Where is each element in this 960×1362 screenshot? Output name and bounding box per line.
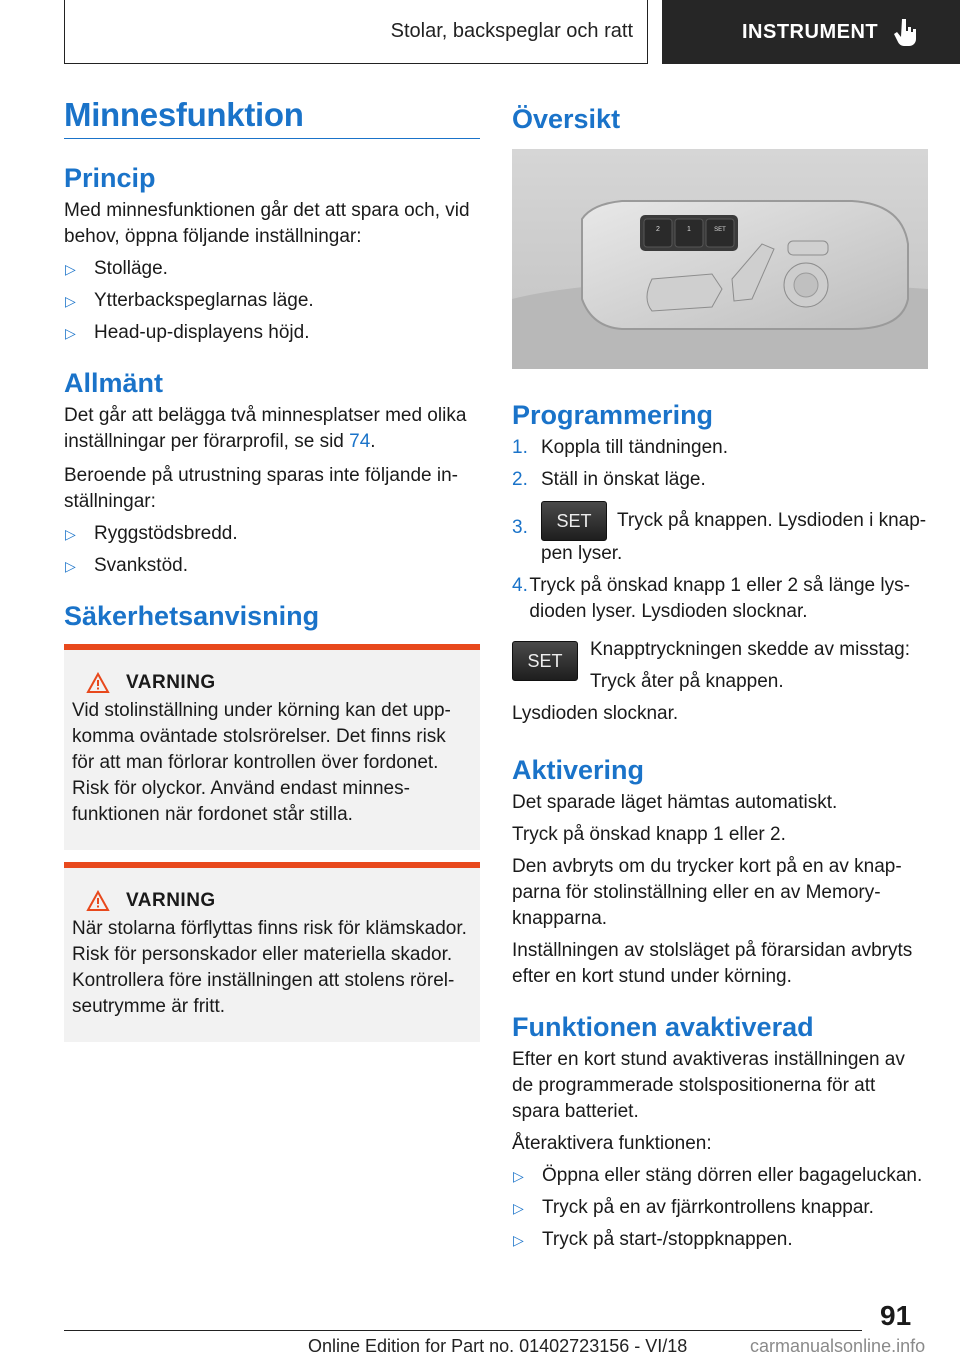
warning-title: VARNING [126,672,216,693]
allmant-paragraph-2: Beroende på utrustning sparas inte följande in- ställningar: [64,465,458,512]
page-number: 91 [880,1300,912,1331]
list-item-text: Tryck på start-/stoppknappen. [542,1229,793,1250]
aktivering-paragraph: Inställningen av stolsläget på förarsidan avbryts efter en kort stund under körning. [512,940,913,987]
allmant-heading: Allmänt [64,368,164,398]
warning-triangle-icon [86,890,110,912]
bullet-triangle-icon: ▷ [65,526,76,542]
footer-watermark: carmanualsonline.info [750,1336,926,1356]
step-text: Tryck på knappen. Lysdioden i knap- pen lyser. [541,510,927,564]
princip-heading: Princip [64,163,156,193]
set-button-icon: SET [541,501,607,541]
princip-intro: Med minnesfunktionen går det att spara och, vid behov, öppna följande inställningar: [64,200,470,247]
page-title: Minnesfunktion [64,96,304,133]
list-item [512,501,928,567]
mistake-line: Knapptryckningen skedde av misstag: [590,639,911,660]
left-column [64,96,480,1042]
warning-box [64,862,480,1042]
step-text: Koppla till tändningen. [541,437,728,458]
step-number: 2. [512,469,528,490]
warning-box [64,644,480,850]
list-item [64,553,480,579]
footer-edition: Online Edition for Part no. 01402723156 - VI/18 [308,1336,688,1356]
warning-triangle-icon [86,672,110,694]
list-item [512,1195,928,1221]
list-item-text: Öppna eller stäng dörren eller bagageluckan. [542,1165,923,1186]
header-section-title [64,0,648,64]
list-item [64,256,480,282]
list-item [64,288,480,314]
bullet-triangle-icon: ▷ [65,558,76,574]
programmering-steps [512,435,928,625]
aktivering-heading: Aktivering [512,755,645,785]
right-column [512,96,928,1253]
list-item-text: Svankstöd. [94,555,188,576]
list-item [64,521,480,547]
seat-controls-photo [512,149,928,369]
mistake-line: Tryck åter på knappen. [590,671,784,692]
avaktiverad-list [512,1163,928,1253]
memory-button-1-label: 1 [687,226,691,233]
allmant-list [64,521,480,579]
bullet-triangle-icon: ▷ [513,1232,524,1248]
chapter-title: INSTRUMENT [742,20,879,43]
step-number: 3. [512,517,528,538]
princip-list [64,256,480,346]
warning-header [72,672,472,694]
aktivering-paragraph: Den avbryts om du trycker kort på en av knap- parna för stolinställning eller en av Memory- knapparna. [512,856,902,929]
header-chapter-tab [662,0,960,64]
list-item-text: Ytterbackspeglarnas läge. [94,290,314,311]
bullet-triangle-icon: ▷ [65,293,76,309]
bullet-triangle-icon: ▷ [65,261,76,277]
set-button-label: SET [714,227,726,233]
step-text: Tryck på önskad knapp 1 eller 2 så länge lys- dioden lyser. Lysdioden slocknar. [529,575,910,622]
list-item-text: Tryck på en av fjärrkontrollens knappar. [542,1197,874,1218]
oversikt-heading: Översikt [512,104,621,134]
list-item [512,435,928,461]
memory-button-2-label: 2 [656,226,660,233]
step-number: 1. [512,437,528,458]
aktivering-paragraph: Tryck på önskad knapp 1 eller 2. [512,824,786,845]
section-title: Stolar, backspeglar och ratt [390,20,633,42]
mistake-note [512,637,928,695]
list-item-text: Ryggstödsbredd. [94,523,238,544]
page-reference-link[interactable]: 74 [349,431,371,452]
programmering-after: Lysdioden slocknar. [512,703,679,724]
list-item [64,320,480,346]
bullet-triangle-icon: ▷ [513,1200,524,1216]
aktivering-paragraph: Det sparade läget hämtas automatiskt. [512,792,838,813]
hand-pointer-icon [894,17,920,47]
step-text: Ställ in önskat läge. [541,469,706,490]
list-item [512,573,928,625]
avaktiverad-heading: Funktionen avaktiverad [512,1012,814,1042]
allmant-paragraph-1: Det går att belägga två minnesplatser med olika inställningar per förarprofil, se sid 74. [64,405,467,452]
warning-header [72,890,472,912]
list-item-text: Head-up-displayens höjd. [94,322,310,343]
bullet-triangle-icon: ▷ [513,1168,524,1184]
warning-text: När stolarna förflyttas finns risk för klämskador. Risk för personskador eller materiella skador. Kontrollera före inställningen att stolens rörel- seutrymme är fritt. [72,918,467,1017]
list-item [512,1227,928,1253]
avaktiverad-paragraph: Återaktivera funktionen: [512,1133,712,1154]
step-number: 4. [512,575,528,596]
step-content [541,501,928,567]
safety-heading: Säkerhetsanvisning [64,601,320,631]
list-item-text: Stolläge. [94,258,168,279]
mistake-text [590,637,910,695]
warning-text: Vid stolinställning under körning kan det upp- komma oväntade stolsrörelser. Det finns risk för att man förlorar kontrollen över fordonet. Risk för olyckor. Använd endast minnes-funktionen när fordonet står stilla. [72,700,451,825]
bullet-triangle-icon: ▷ [65,325,76,341]
list-item [512,467,928,493]
list-item [512,1163,928,1189]
warning-title: VARNING [126,890,216,911]
set-button-icon: SET [512,641,578,681]
title-rule [64,96,480,139]
programmering-heading: Programmering [512,400,714,430]
footer-rule [64,1330,862,1331]
avaktiverad-paragraph: Efter en kort stund avaktiveras inställningen av de programmerade stolspositionerna för att spara batteriet. [512,1049,905,1122]
